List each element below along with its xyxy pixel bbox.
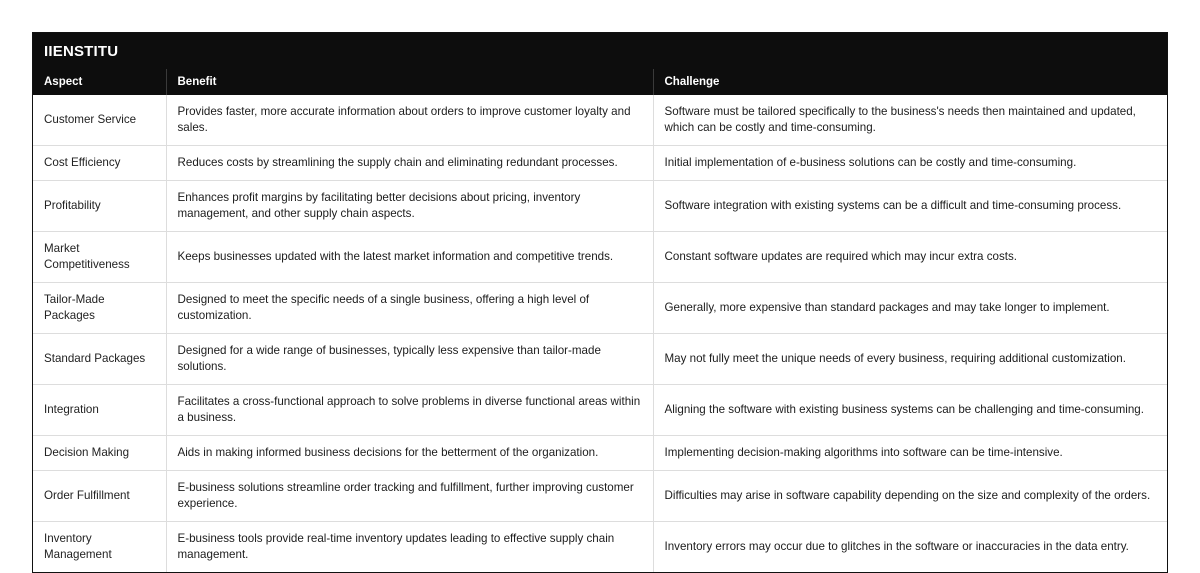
cell-aspect: Profitability bbox=[33, 180, 166, 231]
brand-header bbox=[33, 33, 1167, 69]
table-row bbox=[33, 470, 1167, 521]
table-row bbox=[33, 95, 1167, 145]
cell-aspect: Market Competitiveness bbox=[33, 231, 166, 282]
comparison-table bbox=[33, 69, 1167, 572]
cell-benefit: E-business tools provide real-time inventory updates leading to effective supply chain management. bbox=[166, 521, 653, 571]
cell-benefit: Enhances profit margins by facilitating better decisions about pricing, inventory management, and other supply chain aspects. bbox=[166, 180, 653, 231]
table-row bbox=[33, 145, 1167, 180]
cell-aspect: Cost Efficiency bbox=[33, 145, 166, 180]
cell-challenge: Inventory errors may occur due to glitches in the software or inaccuracies in the data entry. bbox=[653, 521, 1167, 571]
cell-benefit: Designed to meet the specific needs of a single business, offering a high level of customization. bbox=[166, 282, 653, 333]
table-header-row bbox=[33, 69, 1167, 95]
cell-benefit: Reduces costs by streamlining the supply chain and eliminating redundant processes. bbox=[166, 145, 653, 180]
cell-aspect: Order Fulfillment bbox=[33, 470, 166, 521]
table-row bbox=[33, 180, 1167, 231]
cell-benefit: Facilitates a cross-functional approach to solve problems in diverse functional areas within a business. bbox=[166, 384, 653, 435]
cell-benefit: Provides faster, more accurate information about orders to improve customer loyalty and sales. bbox=[166, 95, 653, 145]
cell-challenge: Constant software updates are required which may incur extra costs. bbox=[653, 231, 1167, 282]
cell-aspect: Inventory Management bbox=[33, 521, 166, 571]
table-row bbox=[33, 435, 1167, 470]
cell-challenge: Implementing decision-making algorithms into software can be time-intensive. bbox=[653, 435, 1167, 470]
cell-challenge: Software must be tailored specifically to the business's needs then maintained and updated, which can be costly and time-consuming. bbox=[653, 95, 1167, 145]
table-row bbox=[33, 384, 1167, 435]
cell-challenge: Generally, more expensive than standard packages and may take longer to implement. bbox=[653, 282, 1167, 333]
cell-challenge: Aligning the software with existing business systems can be challenging and time-consuming. bbox=[653, 384, 1167, 435]
cell-aspect: Customer Service bbox=[33, 95, 166, 145]
brand-title: IIENSTITU bbox=[44, 42, 119, 60]
table-row bbox=[33, 231, 1167, 282]
cell-benefit: Keeps businesses updated with the latest market information and competitive trends. bbox=[166, 231, 653, 282]
cell-aspect: Standard Packages bbox=[33, 333, 166, 384]
cell-aspect: Tailor-Made Packages bbox=[33, 282, 166, 333]
cell-benefit: E-business solutions streamline order tracking and fulfillment, further improving customer experience. bbox=[166, 470, 653, 521]
cell-benefit: Designed for a wide range of businesses, typically less expensive than tailor-made solutions. bbox=[166, 333, 653, 384]
cell-challenge: Initial implementation of e-business solutions can be costly and time-consuming. bbox=[653, 145, 1167, 180]
table-row bbox=[33, 282, 1167, 333]
cell-challenge: Difficulties may arise in software capability depending on the size and complexity of the orders. bbox=[653, 470, 1167, 521]
cell-aspect: Decision Making bbox=[33, 435, 166, 470]
table-row bbox=[33, 521, 1167, 571]
column-header-benefit: Benefit bbox=[166, 69, 653, 95]
benefits-challenges-table-card bbox=[32, 32, 1168, 573]
column-header-challenge: Challenge bbox=[653, 69, 1167, 95]
cell-benefit: Aids in making informed business decisions for the betterment of the organization. bbox=[166, 435, 653, 470]
cell-aspect: Integration bbox=[33, 384, 166, 435]
cell-challenge: Software integration with existing systems can be a difficult and time-consuming process. bbox=[653, 180, 1167, 231]
cell-challenge: May not fully meet the unique needs of every business, requiring additional customization. bbox=[653, 333, 1167, 384]
table-body bbox=[33, 95, 1167, 572]
column-header-aspect: Aspect bbox=[33, 69, 166, 95]
table-row bbox=[33, 333, 1167, 384]
table-header bbox=[33, 69, 1167, 95]
